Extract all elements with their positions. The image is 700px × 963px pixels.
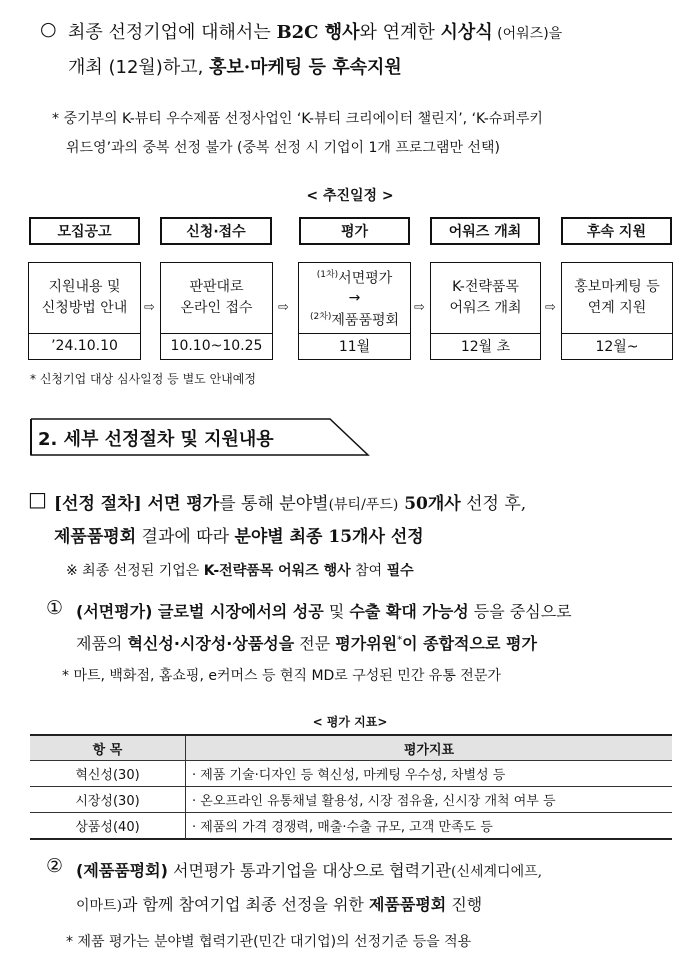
reference-highlight: 필수 [386, 563, 414, 579]
schedule-title: < 추진일정 > [306, 188, 394, 204]
procedure-text: (뷰티/푸드) [328, 497, 399, 513]
stage-arrow: → [348, 289, 361, 306]
procedure-text: 선정 후, [460, 494, 527, 514]
stage-label-1: 모집공고 [29, 217, 140, 245]
item-2-note: * 제품 평가는 분야별 협력기관(민간 대기업)의 선정기준 등을 적용 [66, 934, 472, 950]
table-cell: · 제품 기술·디자인 등 혁신성, 마케팅 우수성, 차별성 등 [186, 761, 673, 787]
item-2-text: 진행 [446, 895, 483, 914]
section-title: 2. 세부 선정절차 및 지원내용 [38, 429, 274, 450]
box-bullet: □ [28, 487, 47, 511]
table-cell: · 제품의 가격 경쟁력, 매출·수출 규모, 고객 만족도 등 [186, 813, 673, 840]
stage-label-3: 평가 [299, 217, 410, 245]
stage-label-5: 후속 지원 [561, 217, 672, 245]
stage-text: 연계 지원 [587, 300, 647, 316]
stage-text: 판판대로 [189, 279, 244, 295]
item-2-line-1 [76, 858, 542, 881]
item-1-number: ① [46, 597, 64, 619]
table-row [30, 761, 672, 787]
stage-text: 온라인 접수 [180, 300, 253, 316]
item-1-highlight: 혁신성·시장성·상품성을 [127, 634, 295, 653]
stage-text: 서면평가 [338, 270, 393, 287]
item-1-star: * [397, 634, 403, 646]
stage-text: 신청방법 안내 [41, 300, 128, 316]
stage-date: 11월 [338, 338, 371, 355]
intro-text: 개최 (12월)하고, [68, 57, 210, 78]
procedure-highlight: 50개사 [398, 494, 461, 514]
intro-highlight: 시상식 [440, 22, 493, 43]
stage-box-3 [298, 262, 411, 360]
arrow-icon: ⇨ [545, 300, 556, 315]
table-row [30, 787, 672, 813]
intro-highlight: 홍보·마케팅 등 후속지원 [209, 57, 402, 78]
item-1-line-1 [76, 599, 572, 622]
stage-text: 홍보마케팅 등 [574, 279, 660, 295]
intro-text: 최종 선정기업에 대해서는 [68, 22, 277, 43]
table-header: 항 목 [30, 735, 186, 761]
procedure-highlight: 15개사 선정 [322, 527, 424, 547]
item-1-highlight: 수출 확대 가능성 [349, 602, 469, 621]
stage-text: 어워즈 개최 [449, 300, 522, 316]
item-1-text: 제품의 [76, 634, 128, 653]
item-1-text: 전문 [294, 634, 336, 653]
procedure-reference [66, 560, 414, 580]
arrow-icon: ⇨ [414, 300, 425, 315]
stage-date: 12월 초 [460, 338, 511, 355]
item-2-text: 과 함께 참여기업 최종 선정을 위한 [122, 895, 369, 914]
reference-highlight: K-전략품목 어워즈 행사 [203, 563, 351, 579]
stage-label-2: 신청·접수 [160, 217, 272, 245]
table-header: 평가지표 [186, 735, 673, 761]
procedure-text: 를 통해 분야별 [219, 494, 329, 514]
table-cell: 시장성(30) [30, 787, 186, 813]
stage-box-5 [561, 262, 673, 360]
intro-note-1: * 중기부의 K-뷰티 우수제품 선정사업인 ‘K-뷰티 크리에이터 챌린지’, ‘K-슈퍼루키 [52, 111, 543, 127]
intro-line-1 [68, 18, 562, 44]
item-1-text: 등을 중심으로 [468, 602, 572, 621]
item-1-highlight: 이 종합적으로 평가 [402, 634, 537, 653]
stage-box-1 [28, 262, 141, 360]
stage-box-2 [160, 262, 273, 360]
item-2-number: ② [46, 855, 64, 877]
item-1-text: 및 [323, 602, 350, 621]
table-cell: · 온오프라인 유통채널 활용성, 시장 점유율, 신시장 개척 여부 등 [186, 787, 673, 813]
item-1-line-2 [76, 631, 537, 654]
item-2-text: 서면평가 통과기업을 대상으로 협력기관 [167, 861, 452, 880]
arrow-icon: ⇨ [144, 300, 155, 315]
stage-text: K-전략품목 [452, 279, 519, 295]
intro-text: 와 연계한 [359, 22, 441, 43]
item-2-text: (신세계디에프, [451, 864, 543, 880]
arrow-icon: ⇨ [278, 300, 289, 315]
stage-text: 제품품평회 [331, 312, 400, 329]
procedure-highlight: [선정 절차] 서면 평가 [54, 494, 220, 514]
stage-date: 10.10~10.25 [170, 337, 263, 354]
stage-text: 지원내용 및 [48, 279, 121, 295]
intro-text: (어워즈)을 [492, 26, 563, 42]
intro-line-2 [68, 53, 402, 79]
procedure-line-1 [54, 489, 526, 514]
table-cell: 혁신성(30) [30, 761, 186, 787]
intro-note-2: 위드영’과의 중복 선정 불가 (중복 선정 시 기업이 1개 프로그램만 선택) [66, 140, 500, 156]
item-2-text: 이마트) [76, 898, 123, 914]
item-2-highlight: 제품품평회 [368, 895, 447, 914]
item-2-line-2 [76, 892, 482, 915]
stage-sup: (2차) [309, 311, 332, 322]
stage-date: 12월~ [595, 338, 639, 355]
procedure-line-2 [54, 522, 424, 547]
stage-date: ’24.10.10 [51, 337, 118, 354]
item-1-note: * 마트, 백화점, 홈쇼핑, e커머스 등 현직 MD로 구성된 민간 유통 전문가 [62, 668, 501, 684]
procedure-highlight: 제품품평회 [54, 527, 137, 547]
reference-text: 참여 [350, 563, 387, 579]
evaluation-table [30, 734, 672, 840]
item-1-highlight: 평가위원 [335, 634, 398, 653]
intro-highlight: B2C 행사 [276, 22, 360, 43]
table-header-row [30, 735, 672, 761]
item-1-highlight: (서면평가) 글로벌 시장에서의 성공 [76, 602, 324, 621]
stage-sup: (1차) [316, 269, 339, 280]
table-cell: 상품성(40) [30, 813, 186, 840]
procedure-text: 결과에 따라 [136, 527, 235, 547]
stage-box-4 [430, 262, 541, 360]
reference-text: ※ 최종 선정된 기업은 [66, 563, 204, 579]
intro-bullet: ○ [40, 18, 57, 40]
item-2-highlight: (제품품평회) [76, 861, 168, 880]
stage-label-4: 어워즈 개최 [430, 217, 540, 245]
schedule-footnote: * 신청기업 대상 심사일정 등 별도 안내예정 [30, 372, 256, 386]
table-title: < 평가 지표> [312, 715, 388, 729]
table-row [30, 813, 672, 840]
procedure-highlight: 분야별 최종 [234, 527, 323, 547]
